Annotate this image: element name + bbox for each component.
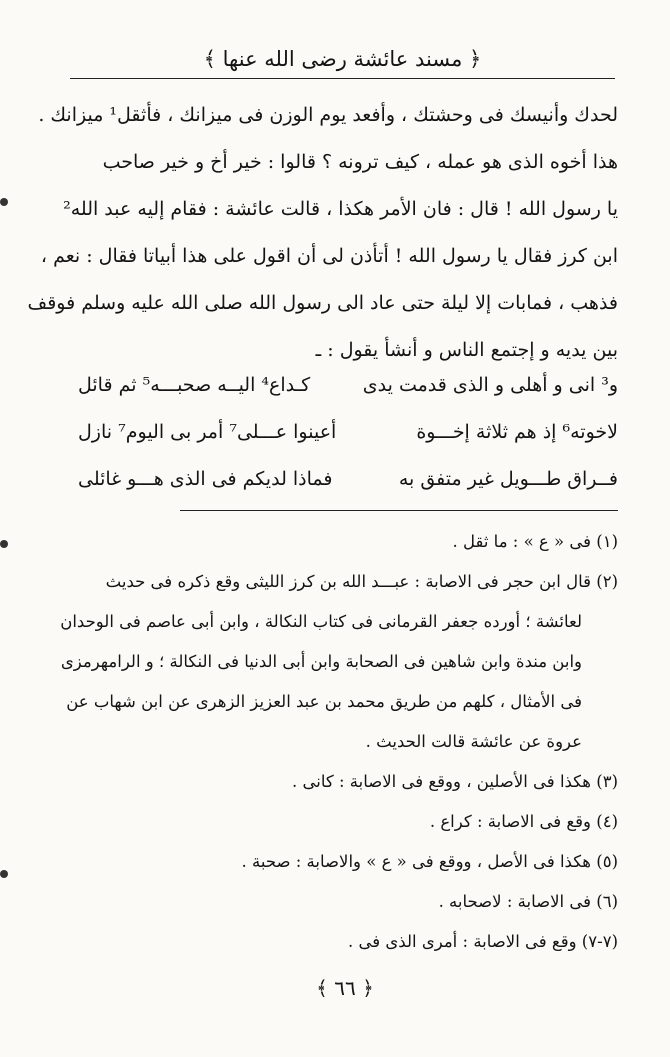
text-line: بين يديه و إجتمع الناس و أنشأ يقول : ـ [315,339,618,361]
footnote-divider [180,510,618,511]
verse-first-hemistich: و³ انى و أهلى و الذى قدمت يدى [362,374,618,396]
verse-line [78,456,618,503]
text-line: هذا أخوه الذى هو عمله ، كيف ترونه ؟ قالوا : خير أخ و خير صاحب [102,151,618,173]
text-line: فذهب ، فمابات إلا ليلة حتى عاد الى رسول الله صلى الله عليه وسلم فوقف [27,292,618,314]
scan-edge-mark [0,870,8,878]
verse-first-hemistich: لاخوته⁶ إذ هم ثلاثة إخـــوة [416,421,618,443]
verse-second-hemistich: كـداع⁴ اليــه صحبـــه⁵ ثم قائل [78,374,311,396]
main-text [27,92,618,374]
footnote-line: (٧-٧) وقع فى الاصابة : أمرى الذى فى . [348,932,618,951]
text-line: يا رسول الله ! قال : فان الأمر هكذا ، قالت عائشة : فقام إليه عبد الله² [63,198,618,220]
footnote-line: (٤) وقع فى الاصابة : كراع . [429,812,618,831]
footnote-line: (٢) قال ابن حجر فى الاصابة : عبـــد الله بن كرز الليثى وقع ذكره فى حديث [105,572,618,591]
footnote-line: (١) فى « ع » : ما ثقل . [452,532,618,551]
text-line: ابن كرز فقال يا رسول الله ! أتأذن لى أن اقول على هذا أبياتا فقال : نعم ، [40,245,618,267]
footnote-line: لعائشة ؛ أورده جعفر القرمانى فى كتاب النكالة ، وابن أبى عاصم فى الوحدان [60,612,582,631]
footnote-line: عروة عن عائشة قالت الحديث . [365,732,582,751]
footnote-line: (٦) فى الاصابة : لاصحابه . [438,892,618,911]
text-line: لحدك وأنيسك فى وحشتك ، وأفعد يوم الوزن فى ميزانك ، فأثقل¹ ميزانك . [38,104,618,126]
poem-verses [78,362,618,503]
footnote-line: (٥) هكذا فى الأصل ، ووقع فى « ع » والاصابة : صحبة . [241,852,618,871]
header-divider [70,78,615,79]
verse-second-hemistich: فماذا لديكم فى الذى هـــو غائلى [78,468,333,490]
footnotes [60,522,618,962]
page-number: ﴿ ٦٦ ﴾ [316,976,374,1000]
header-title: ﴿ مسند عائشة رضى الله عنها ﴾ [203,47,482,71]
verse-line [78,409,618,456]
running-header [70,38,615,80]
verse-second-hemistich: أعينوا عـــلى⁷ أمر بى اليوم⁷ نازل [78,421,337,443]
verse-first-hemistich: فــراق طـــويل غير متفق به [398,468,618,490]
scan-edge-mark [0,198,8,206]
verse-line [78,362,618,409]
footnote-line: وابن مندة وابن شاهين فى الصحابة وابن أبى الدنيا فى النكالة ؛ و الرامهرمزى [60,652,582,671]
scan-edge-mark [0,540,8,548]
footnote-line: (٣) هكذا فى الأصلين ، ووقع فى الاصابة : كانى . [292,772,618,791]
footnote-line: فى الأمثال ، كلهم من طريق محمد بن عبد العزيز الزهرى عن ابن شهاب عن [66,692,582,711]
